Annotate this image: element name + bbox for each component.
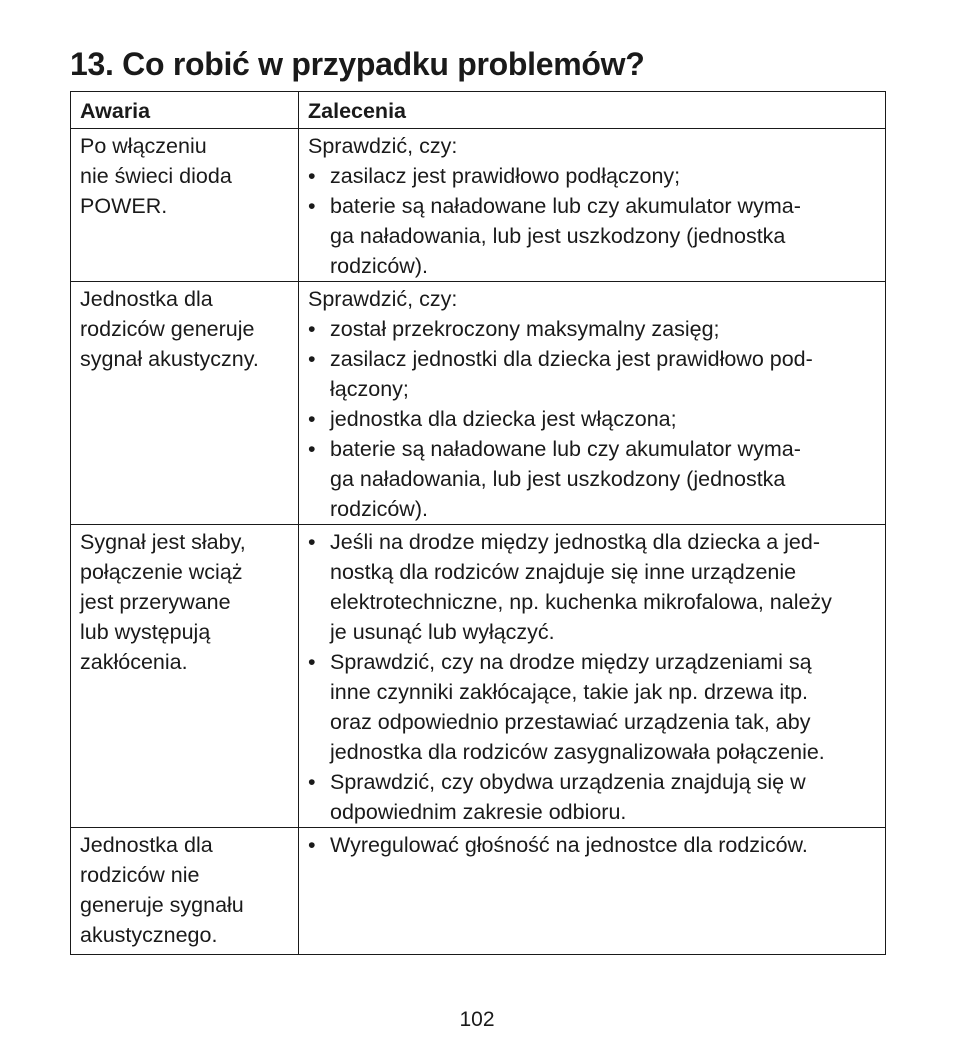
list-item-text: zasilacz jest prawidłowo podłączony; — [330, 164, 681, 188]
bullet-icon: • — [308, 164, 316, 188]
recommendation-cell — [299, 525, 886, 828]
list-item-text: Jeśli na drodze między jednostką dla dziecka a jed- nostką dla rodziców znajduje się inne urządzenie elektrotechniczne, np. kuchenka mikrofalowa, należy je usunąć lub wyłączyć. — [330, 530, 832, 644]
recommendation-intro: Sprawdzić, czy: — [308, 134, 458, 158]
bullet-icon: • — [308, 650, 316, 674]
problem-text: Sygnał jest słaby, połączenie wciąż jest przerywane lub występują zakłócenia. — [80, 530, 246, 674]
list-item-text: jednostka dla dziecka jest włączona; — [330, 407, 677, 431]
list-item — [308, 647, 877, 767]
list-item-text: Sprawdzić, czy na drodze między urządzeniami są inne czynniki zakłócające, takie jak np. drzewa itp. oraz odpowiednio przestawiać urządzenia tak, aby jednostka dla rodziców zasygnalizowała połączenie. — [330, 650, 825, 764]
list-item — [308, 161, 877, 191]
table-row — [71, 828, 886, 955]
troubleshooting-table — [70, 91, 886, 955]
list-item-text: baterie są naładowane lub czy akumulator wyma- ga naładowania, lub jest uszkodzony (jednostka rodziców). — [330, 194, 801, 278]
list-item — [308, 767, 877, 827]
problem-cell — [71, 828, 299, 955]
bullet-icon: • — [308, 437, 316, 461]
problem-text: Po włączeniu nie świeci dioda POWER. — [80, 134, 232, 218]
list-item — [308, 527, 877, 647]
recommendation-list — [308, 830, 877, 860]
recommendation-list — [308, 527, 877, 827]
bullet-icon: • — [308, 317, 316, 341]
recommendation-cell — [299, 129, 886, 282]
header-zalecenia: Zalecenia — [299, 92, 886, 129]
header-awaria: Awaria — [71, 92, 299, 129]
bullet-icon: • — [308, 770, 316, 794]
list-item — [308, 314, 877, 344]
table-row — [71, 282, 886, 525]
page-title: 13. Co robić w przypadku problemów? — [70, 46, 645, 82]
table-header-row — [71, 92, 886, 129]
problem-text: Jednostka dla rodziców generuje sygnał akustyczny. — [80, 287, 259, 371]
page-number: 102 — [459, 1008, 495, 1031]
problem-cell — [71, 282, 299, 525]
table-row — [71, 129, 886, 282]
list-item — [308, 404, 877, 434]
list-item — [308, 434, 877, 524]
list-item — [308, 191, 877, 281]
recommendation-cell — [299, 828, 886, 955]
table-row — [71, 525, 886, 828]
list-item — [308, 830, 877, 860]
bullet-icon: • — [308, 407, 316, 431]
bullet-icon: • — [308, 833, 316, 857]
list-item-text: Wyregulować głośność na jednostce dla rodziców. — [330, 833, 808, 857]
list-item-text: został przekroczony maksymalny zasięg; — [330, 317, 720, 341]
recommendation-cell — [299, 282, 886, 525]
list-item — [308, 344, 877, 404]
list-item-text: baterie są naładowane lub czy akumulator wyma- ga naładowania, lub jest uszkodzony (jednostka rodziców). — [330, 437, 801, 521]
problem-text: Jednostka dla rodziców nie generuje sygnału akustycznego. — [80, 833, 244, 947]
list-item-text: Sprawdzić, czy obydwa urządzenia znajdują się w odpowiednim zakresie odbioru. — [330, 770, 806, 824]
bullet-icon: • — [308, 194, 316, 218]
recommendation-intro: Sprawdzić, czy: — [308, 287, 458, 311]
bullet-icon: • — [308, 530, 316, 554]
recommendation-list — [308, 161, 877, 281]
bullet-icon: • — [308, 347, 316, 371]
problem-cell — [71, 525, 299, 828]
problem-cell — [71, 129, 299, 282]
recommendation-list — [308, 314, 877, 524]
list-item-text: zasilacz jednostki dla dziecka jest prawidłowo pod- łączony; — [330, 347, 813, 401]
